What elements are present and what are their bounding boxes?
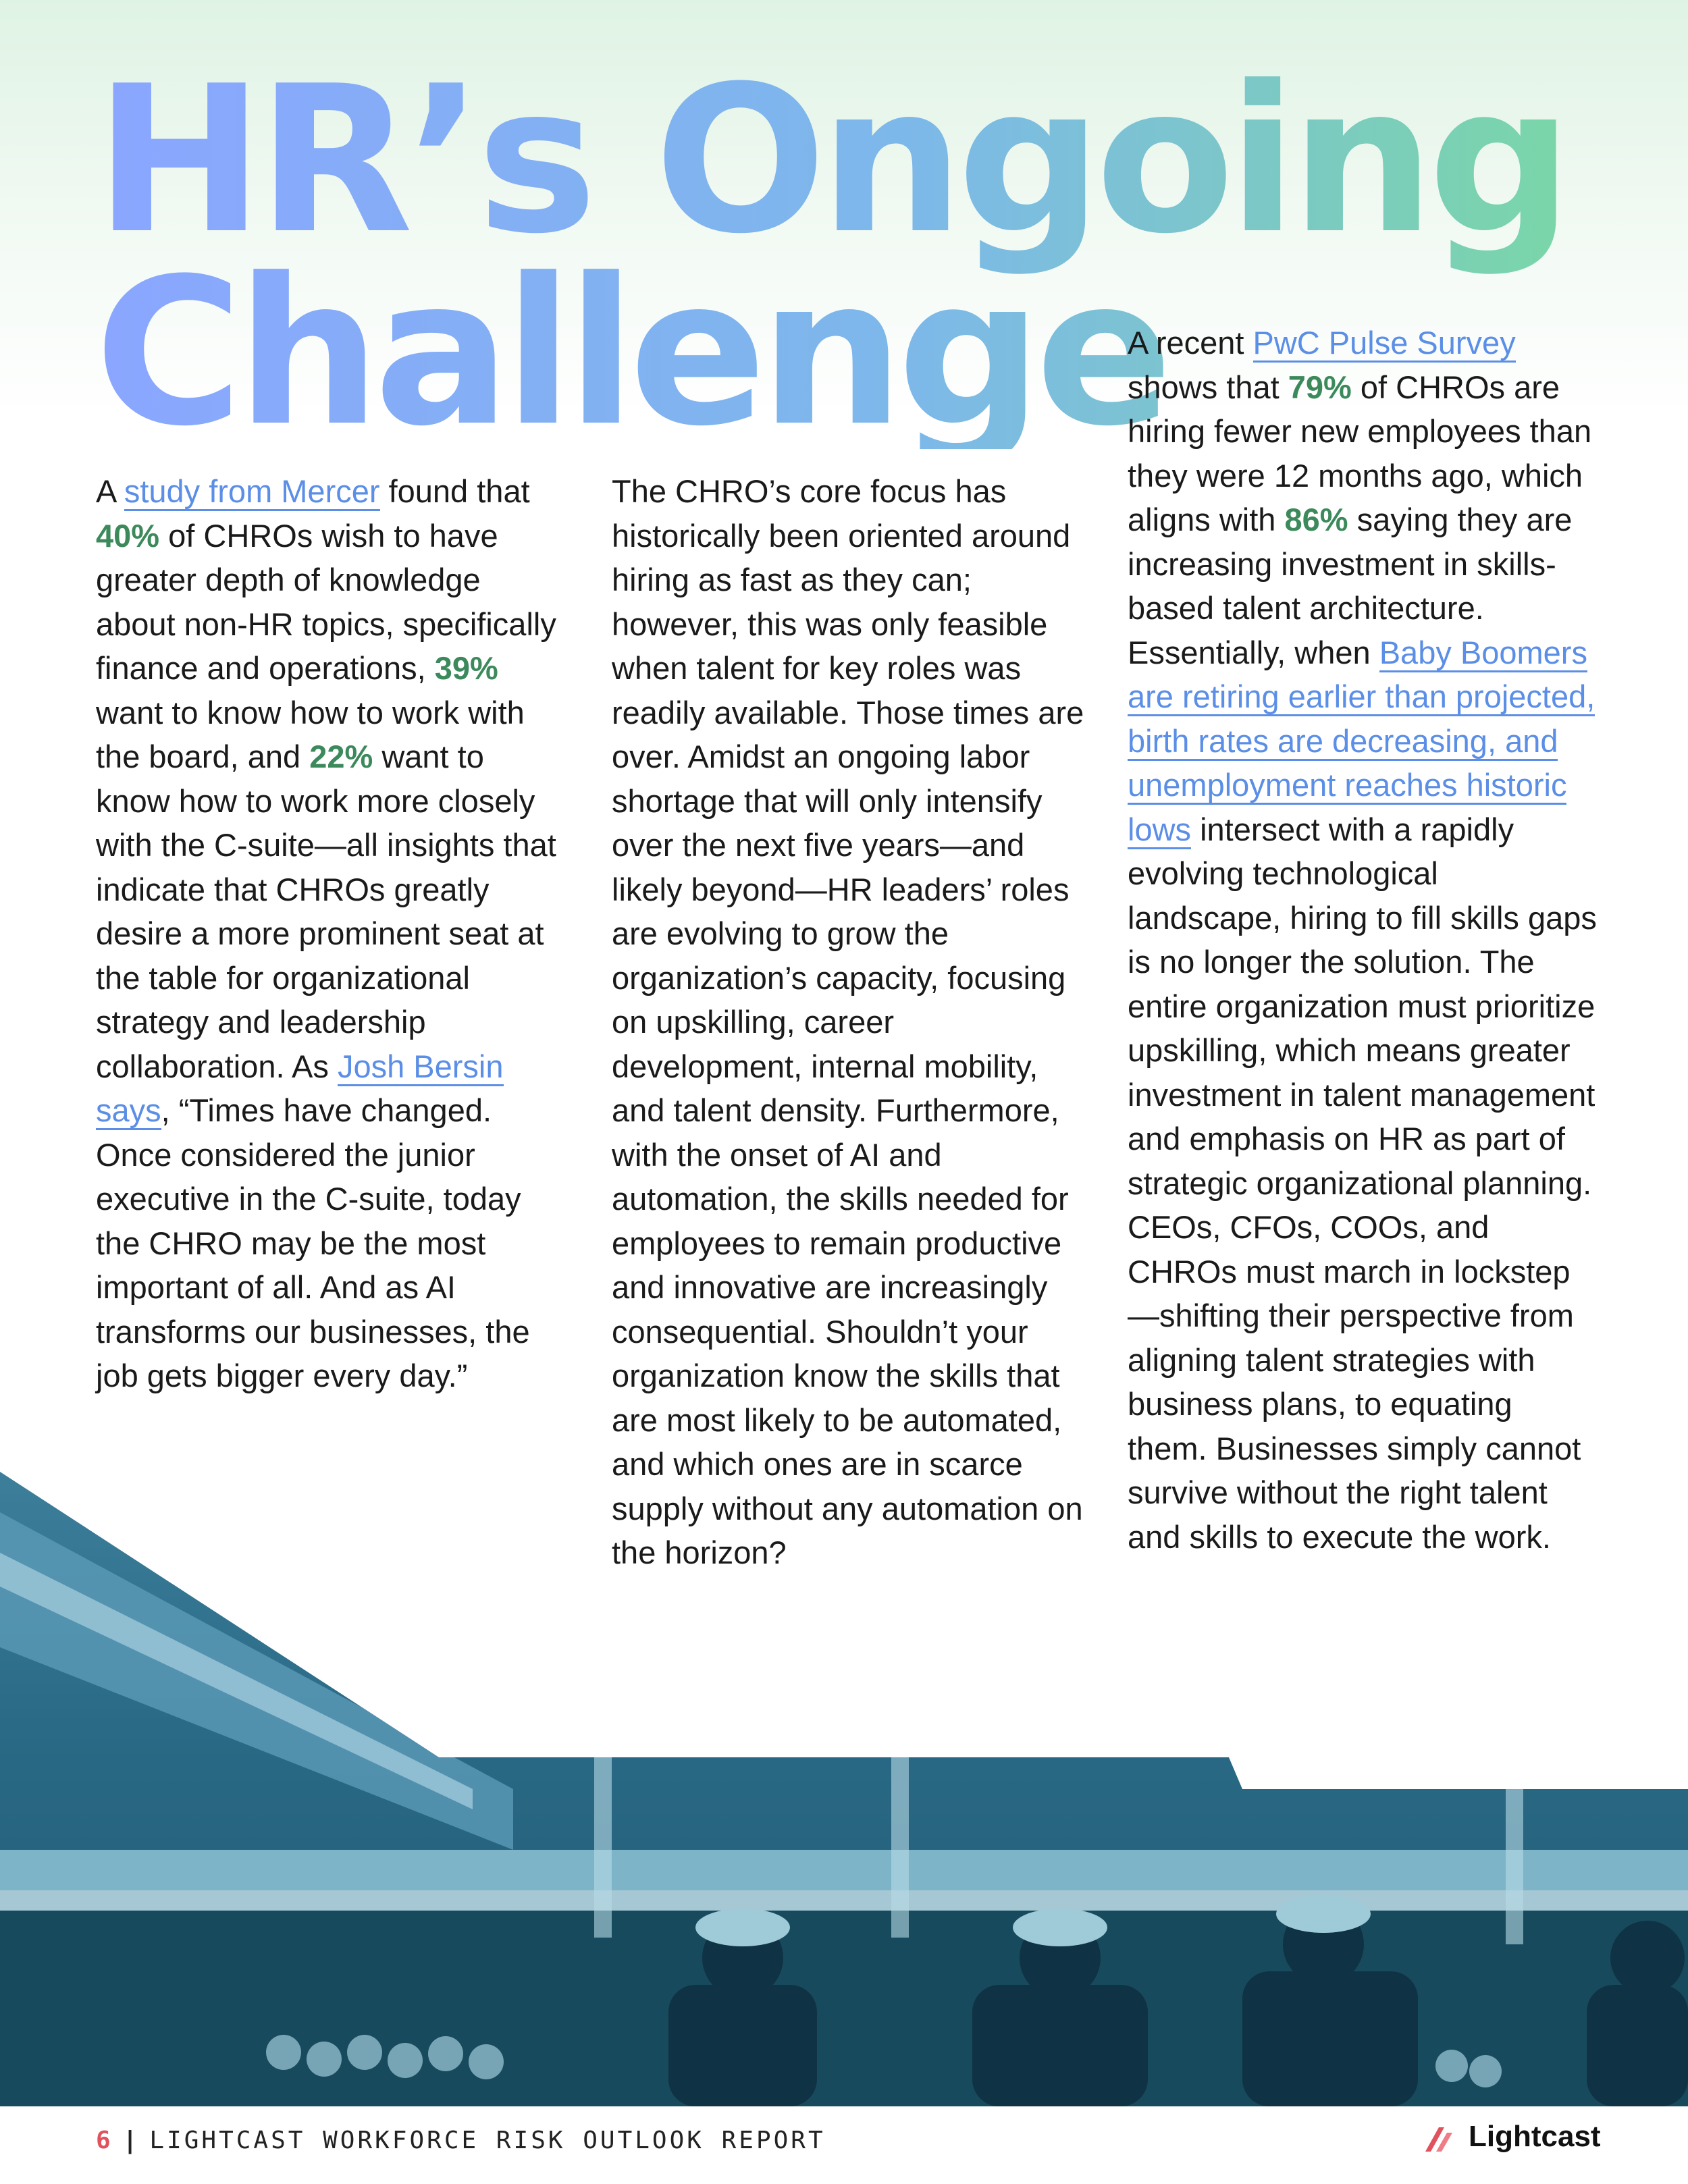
text-run: A recent bbox=[1128, 325, 1253, 361]
text-run: shows that bbox=[1128, 369, 1288, 405]
stat-22: 22% bbox=[309, 739, 373, 774]
footer-separator: | bbox=[122, 2127, 140, 2154]
text-run: of CHROs wish to have greater depth of knowledge about non-HR topics, specifically finance and operations, bbox=[96, 517, 556, 686]
stat-39: 39% bbox=[434, 650, 498, 686]
josh-bersin-link[interactable]: Josh Bersin says bbox=[96, 1048, 504, 1131]
lightcast-logo bbox=[1421, 2116, 1601, 2157]
text-run: want to know how to work more closely with the C-suite—all insights that indicate that CHROs greatly desire a more prominent seat at the table for organizational strategy and leadership collaboration. As bbox=[96, 739, 556, 1084]
title-line-2: Challenge bbox=[95, 235, 1167, 471]
page-footer bbox=[96, 2127, 826, 2154]
text-run: saying they are increasing investment in skills-based talent architecture. Essentially, when bbox=[1128, 502, 1573, 670]
stat-40: 40% bbox=[96, 517, 160, 554]
lightcast-logo-icon bbox=[1421, 2118, 1459, 2156]
body-column-1 bbox=[96, 469, 562, 1398]
baby-boomers-link[interactable]: Baby Boomers are retiring earlier than projected, birth rates are decreasing, and unemployment reaches historic lows bbox=[1128, 635, 1595, 849]
text-run: intersect with a rapidly evolving technological landscape, hiring to fill skills gaps is no longer the solution. The entire organization must prioritize upskilling, which means greater investment in talent management and emphasis on HR as part of strategic organizational planning. CEOs, CFOs, COOs, and CHROs must march in lockstep—shifting their perspective from aligning talent strategies with business plans, to equating them. Businesses simply cannot survive without the right talent and skills to execute the work. bbox=[1128, 811, 1597, 1555]
text-run: A bbox=[96, 473, 124, 509]
text-run: , “Times have changed. Once considered the junior executive in the C-suite, today the CHRO may be the most important of all. And as AI transforms our businesses, the job gets bigger every day.” bbox=[96, 1092, 530, 1393]
body-column-3 bbox=[1128, 321, 1600, 1559]
paragraph-3 bbox=[1128, 321, 1600, 1559]
body-column-2 bbox=[612, 469, 1084, 1575]
text-run: of CHROs are hiring fewer new employees than they were 12 months ago, which aligns with bbox=[1128, 369, 1592, 537]
pwc-survey-link[interactable]: PwC Pulse Survey bbox=[1253, 325, 1516, 363]
mercer-study-link[interactable]: study from Mercer bbox=[124, 473, 380, 511]
lightcast-wordmark: Lightcast bbox=[1469, 2120, 1601, 2153]
text-run: found that bbox=[379, 473, 530, 509]
text-run: want to know how to work with the board, and bbox=[96, 694, 525, 774]
title-line-1: HR’s Ongoing bbox=[95, 43, 1566, 278]
report-title: LIGHTCAST WORKFORCE RISK OUTLOOK REPORT bbox=[149, 2127, 826, 2154]
paragraph-2: The CHRO’s core focus has historically been oriented around hiring as fast as they can; however, this was only feasible when talent for key roles was readily available. Those times are over. Amidst an ongoing labor shortage that will only intensify over the next five years—and likely beyond—HR leaders’ roles are evolving to grow the organization’s capacity, focusing on upskilling, career development, internal mobility, and talent density. Furthermore, with the onset of AI and automation, the skills needed for employees to remain productive and innovative are increasingly consequential. Shouldn’t your organization know the skills that are most likely to be automated, and which ones are in scarce supply without any automation on the horizon? bbox=[612, 473, 1084, 1570]
paragraph-1 bbox=[96, 469, 562, 1398]
stat-79: 79% bbox=[1288, 369, 1352, 405]
page-number: 6 bbox=[96, 2127, 113, 2154]
stat-86: 86% bbox=[1284, 502, 1348, 537]
